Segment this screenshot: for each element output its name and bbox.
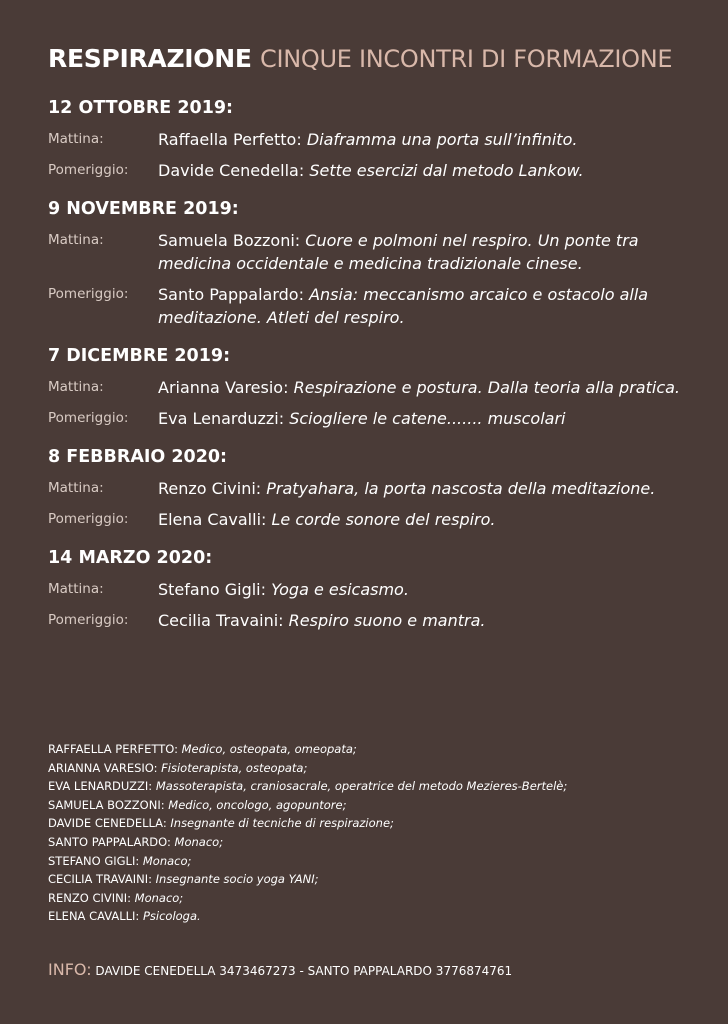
speaker-name: Renzo Civini: [158, 479, 262, 498]
bio-desc: Monaco; [142, 853, 192, 868]
event-date: 14 MARZO 2020: [48, 548, 213, 568]
event [48, 199, 708, 329]
session-morning [48, 376, 708, 399]
bio-item [48, 777, 567, 796]
title-subtitle: CINQUE INCONTRI DI FORMAZIONE [260, 45, 673, 73]
speaker-name: Davide Cenedella: [158, 161, 305, 180]
speaker-name: Arianna Varesio: [158, 378, 289, 397]
speaker-name: Santo Pappalardo: [158, 285, 304, 304]
session-afternoon [48, 508, 708, 531]
bio-desc: Medico, oncologo, agopuntore; [168, 797, 347, 812]
event [48, 346, 708, 430]
bio-desc: Insegnante socio yoga YANI; [155, 872, 319, 887]
session-topic: Respirazione e postura. Dalla teoria alla pratica. [293, 378, 680, 397]
event-date: 7 DICEMBRE 2019: [48, 346, 231, 366]
bio-name: ARIANNA VARESIO: [48, 760, 158, 775]
event [48, 98, 708, 182]
session-topic: Diaframma una porta sull’infinito. [306, 130, 578, 149]
session-topic: Cuore e polmoni nel respiro. Un ponte tra medicina occidentale e medicina tradizionale cinese. [158, 231, 639, 273]
session-topic: Respiro suono e mantra. [288, 611, 486, 630]
speaker-name: Raffaella Perfetto: [158, 130, 302, 149]
event-date: 8 FEBBRAIO 2020: [48, 447, 228, 467]
session-label: Pomeriggio: [48, 612, 129, 628]
event-date: 12 OTTOBRE 2019: [48, 98, 234, 118]
session-morning [48, 477, 708, 500]
bio-name: RAFFAELLA PERFETTO: [48, 742, 178, 756]
session-text [158, 407, 566, 430]
bio-name: DAVIDE CENEDELLA: [48, 816, 167, 831]
session-topic: Pratyahara, la porta nascosta della meditazione. [266, 479, 656, 498]
page-title [48, 44, 672, 73]
bio-desc: Monaco; [174, 834, 224, 849]
session-topic: Yoga e esicasmo. [271, 580, 409, 599]
speaker-name: Stefano Gigli: [158, 580, 267, 599]
title-main: RESPIRAZIONE [48, 44, 252, 73]
bio-desc: Fisioterapista, osteopata; [161, 760, 308, 775]
bio-desc: Monaco; [134, 890, 184, 905]
session-label: Pomeriggio: [48, 162, 129, 178]
bio-item [48, 814, 567, 833]
bio-name: ELENA CAVALLI: [48, 909, 140, 924]
session-afternoon [48, 283, 708, 329]
bio-desc: Massoterapista, craniosacrale, operatrice del metodo Mezieres-Bertelè; [155, 779, 568, 794]
bio-desc: Psicologa. [142, 909, 201, 924]
bio-item [48, 759, 567, 778]
bio-item [48, 740, 567, 759]
speaker-name: Cecilia Travaini: [158, 611, 284, 630]
session-topic: Sette esercizi dal metodo Lankow. [309, 161, 584, 180]
bio-item [48, 852, 567, 871]
session-topic: Sciogliere le catene....... muscolari [289, 409, 566, 428]
bio-name: STEFANO GIGLI: [48, 853, 140, 868]
speaker-name: Samuela Bozzoni: [158, 231, 301, 250]
speaker-bios [48, 740, 567, 926]
bio-item [48, 870, 567, 889]
session-text [158, 578, 409, 601]
session-morning [48, 578, 708, 601]
event [48, 447, 708, 531]
session-text [158, 229, 708, 275]
session-label: Pomeriggio: [48, 511, 129, 527]
session-label: Mattina: [48, 232, 104, 248]
bio-name: RENZO CIVINI: [48, 890, 131, 905]
bio-name: CECILIA TRAVAINI: [48, 872, 152, 887]
session-text [158, 159, 584, 182]
session-morning [48, 229, 708, 275]
session-text [158, 283, 708, 329]
session-text [158, 128, 577, 151]
session-text [158, 609, 485, 632]
session-text [158, 376, 680, 399]
session-label: Mattina: [48, 581, 104, 597]
session-label: Mattina: [48, 480, 104, 496]
session-label: Mattina: [48, 379, 104, 395]
speaker-name: Eva Lenarduzzi: [158, 409, 285, 428]
info-label: INFO: [48, 960, 92, 979]
bio-item [48, 796, 567, 815]
bio-item [48, 907, 567, 926]
session-text [158, 477, 655, 500]
bio-item [48, 833, 567, 852]
session-label: Pomeriggio: [48, 286, 129, 302]
bio-name: SAMUELA BOZZONI: [48, 797, 165, 812]
bio-desc: Insegnante di tecniche di respirazione; [170, 816, 394, 831]
session-afternoon [48, 407, 708, 430]
bio-item [48, 889, 567, 908]
session-text [158, 508, 496, 531]
session-morning [48, 128, 708, 151]
bio-name: SANTO PAPPALARDO: [48, 834, 171, 849]
speaker-name: Elena Cavalli: [158, 510, 267, 529]
session-label: Mattina: [48, 131, 104, 147]
session-topic: Ansia: meccanismo arcaico e ostacolo alla meditazione. Atleti del respiro. [158, 285, 649, 327]
event-list [48, 98, 708, 649]
contact-info [48, 960, 512, 979]
info-text: DAVIDE CENEDELLA 3473467273 - SANTO PAPPALARDO 3776874761 [95, 964, 513, 978]
bio-name: EVA LENARDUZZI: [48, 779, 153, 794]
event-date: 9 NOVEMBRE 2019: [48, 199, 239, 219]
session-afternoon [48, 159, 708, 182]
bio-desc: Medico, osteopata, omeopata; [181, 742, 357, 756]
session-afternoon [48, 609, 708, 632]
event [48, 548, 708, 632]
session-topic: Le corde sonore del respiro. [271, 510, 496, 529]
session-label: Pomeriggio: [48, 410, 129, 426]
